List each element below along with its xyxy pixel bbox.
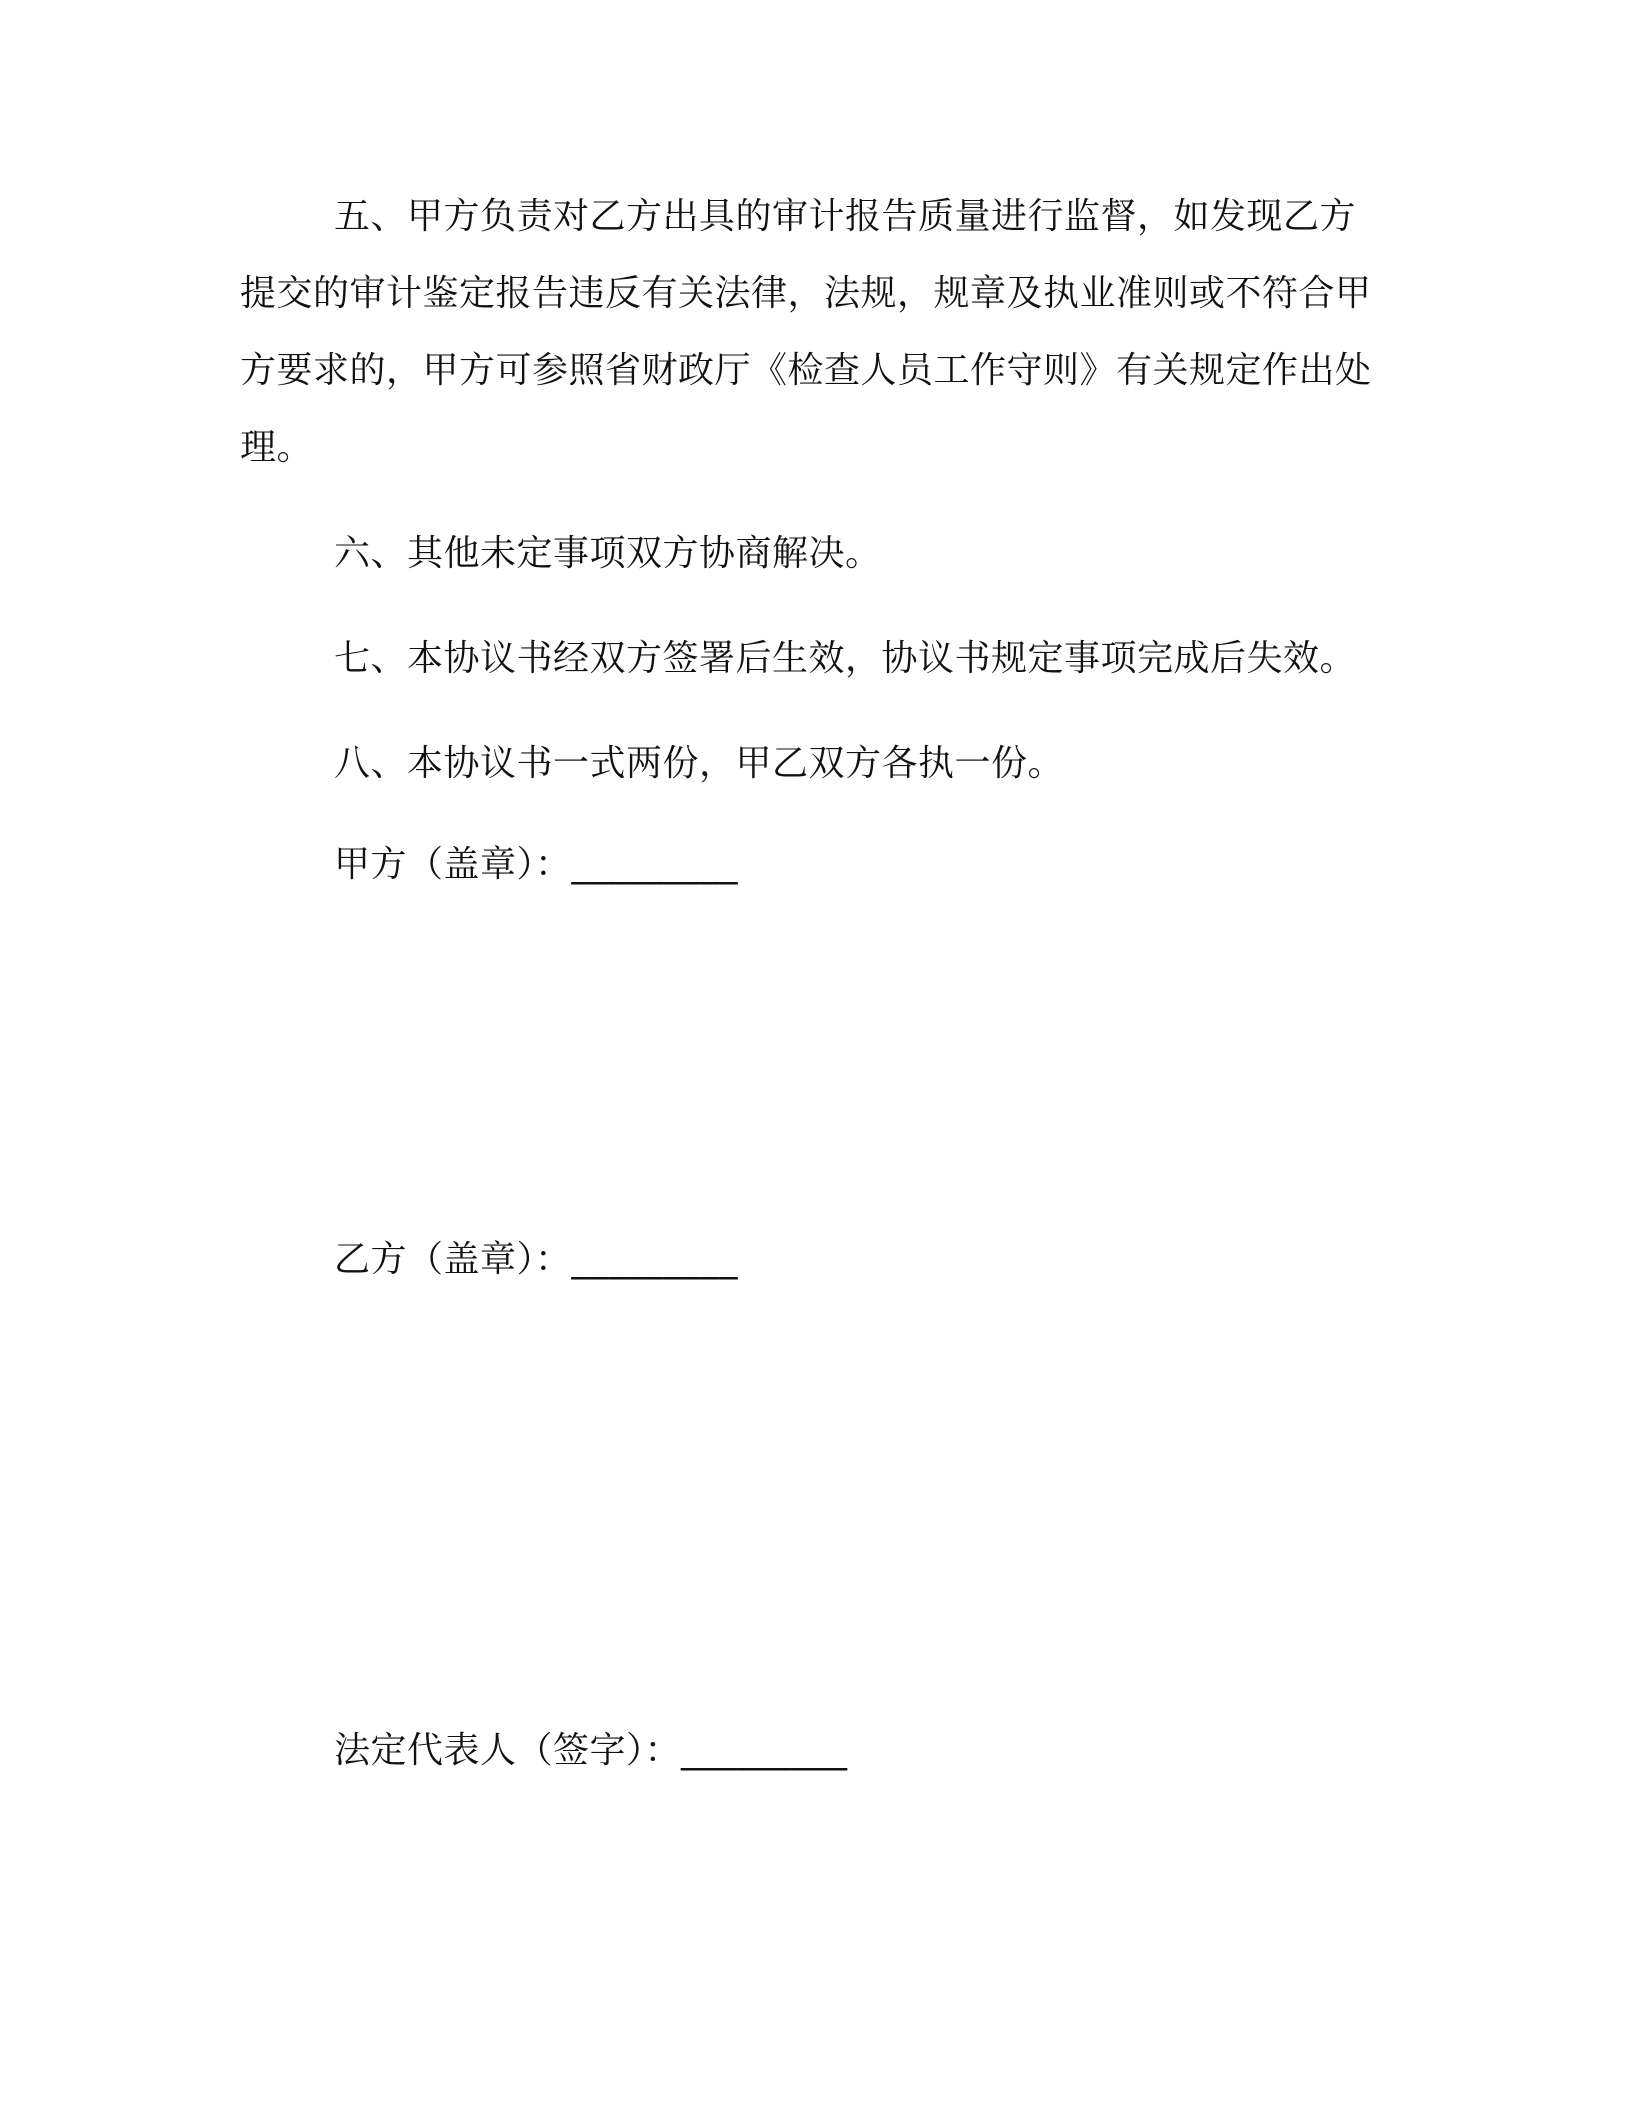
clause-7: 七、本协议书经双方签署后生效，协议书规定事项完成后失效。 [334, 638, 1357, 679]
clause-8: 八、本协议书一式两份，甲乙双方各执一份。 [334, 743, 1065, 784]
clause-5: 五、甲方负责对乙方出具的审计报告质量进行监督，如发现乙方提交的审计鉴定报告违反有关法律，法规，规章及执业准则或不符合甲方要求的，甲方可参照省财政厅《检查人员工作守则》有关规定作出处理。 [240, 196, 1372, 468]
party-b-seal-line: 乙方（盖章）：_________ [334, 1239, 739, 1280]
legal-representative-signature-line: 法定代表人（签字）：_________ [334, 1730, 848, 1771]
party-a-seal-line: 甲方（盖章）：_________ [334, 844, 739, 885]
clause-6: 六、其他未定事项双方协商解决。 [334, 533, 882, 574]
